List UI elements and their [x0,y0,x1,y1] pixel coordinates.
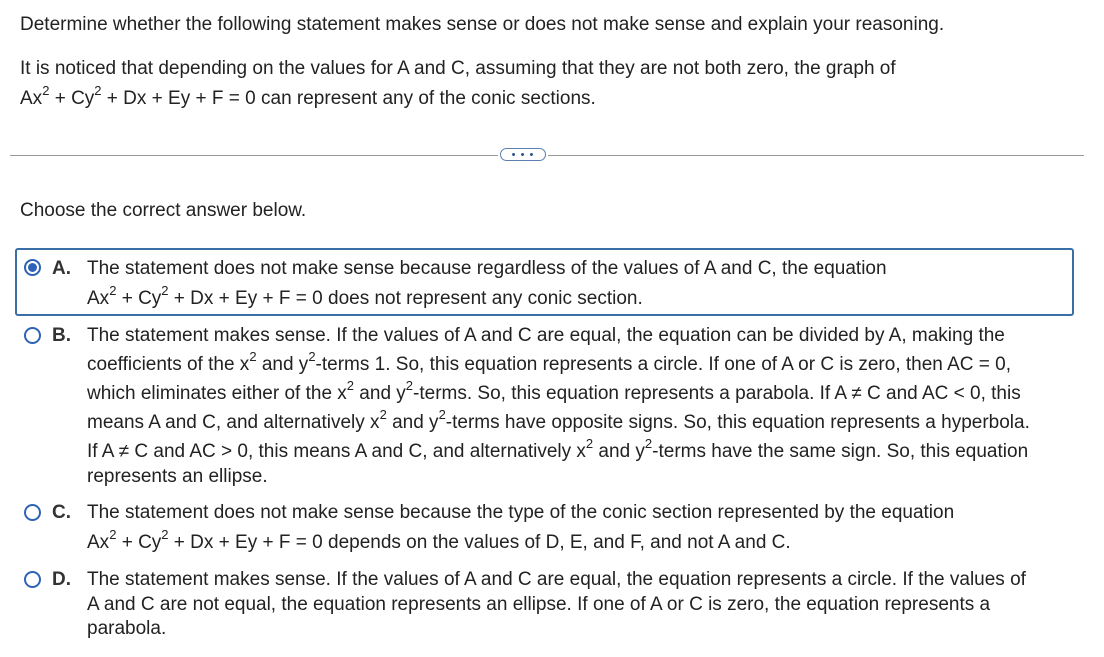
radio-option-b[interactable] [24,327,41,344]
option-b-text-line3[interactable]: which eliminates either of the $x^2$ and $y^2$-terms. So, this equation represents a parabola. If A ≠ C and AC < 0, this [87,378,1021,404]
option-d-text-line2[interactable]: A and C are not equal, the equation represents an ellipse. If one of A or C is zero, the equation represents a [87,594,991,615]
radio-option-d[interactable] [24,571,41,588]
divider [548,155,1084,156]
option-b-text-line2[interactable]: coefficients of the $x^2$ and $y^2$-terms 1. So, this equation represents a circle. If one of A or C is zero, then AC = 0, [87,349,1011,375]
equation: $Ax^2 + Cy^2 + Dx + Ey + F = 0$ [20,83,256,109]
radio-option-c[interactable] [24,504,41,521]
option-b-letter: B. [52,325,71,346]
question-instruction: Determine whether the following statement makes sense or does not make sense and explain your reasoning. [20,14,945,35]
equation: $Ax^2 + Cy^2 + Dx + Ey + F = 0$ [87,283,323,309]
equation: $Ax^2 + Cy^2 + Dx + Ey + F = 0$ [87,527,323,553]
option-a-text-line2[interactable]: $Ax^2 + Cy^2 + Dx + Ey + F = 0$ does not represent any conic section. [87,283,643,309]
question-statement-line1: It is noticed that depending on the values for A and C, assuming that they are not both zero, the graph of [20,58,896,79]
option-d-text-line3[interactable]: parabola. [87,618,167,639]
option-a-letter: A. [52,258,71,279]
option-b-text-line4[interactable]: means A and C, and alternatively $x^2$ and $y^2$-terms have opposite signs. So, this equation represents a hyperbola. [87,407,1030,433]
option-d-text-line1[interactable]: The statement makes sense. If the values of A and C are equal, the equation represents a circle. If the values of [87,569,1026,590]
option-c-text-line2[interactable]: $Ax^2 + Cy^2 + Dx + Ey + F = 0$ depends on the values of D, E, and F, and not A and C. [87,527,791,553]
option-b-text-line6[interactable]: represents an ellipse. [87,466,268,487]
option-b-text-line5[interactable]: If A ≠ C and AC > 0, this means A and C, and alternatively $x^2$ and $y^2$-terms have the same sign. So, this equation [87,436,1029,462]
option-d-letter: D. [52,569,71,590]
answer-prompt: Choose the correct answer below. [20,200,307,221]
divider [10,155,498,156]
option-a-text-line1[interactable]: The statement does not make sense because regardless of the values of A and C, the equation [87,258,887,279]
option-c-letter: C. [52,502,71,523]
question-statement-line2: $Ax^2 + Cy^2 + Dx + Ey + F = 0$ can represent any of the conic sections. [20,83,596,109]
radio-option-a[interactable] [24,259,41,276]
option-c-text-line1[interactable]: The statement does not make sense because the type of the conic section represented by the equation [87,502,955,523]
option-b-text-line1[interactable]: The statement makes sense. If the values of A and C are equal, the equation can be divided by A, making the [87,325,1005,346]
expand-question-button[interactable]: • • • [500,148,546,161]
